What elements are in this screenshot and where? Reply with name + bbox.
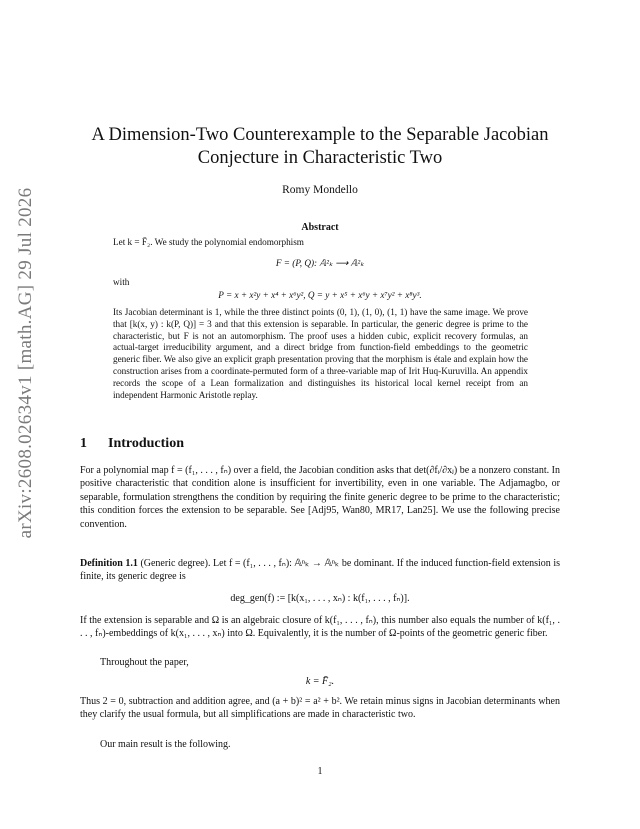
definition-name: (Generic degree).: [140, 558, 211, 569]
abstract-equation-pq: P = x + x²y + x⁴ + x⁶y², Q = y + x⁵ + x⁶y + x⁷y² + x⁸y³.: [218, 290, 422, 300]
title-line-1: A Dimension-Two Counterexample to the Separable Jacobian: [91, 125, 549, 145]
abstract-equation-map: F = (P, Q): 𝔸²ₖ ⟶ 𝔸²ₖ: [275, 258, 365, 268]
abstract-intro: Let k = F̄₂. We study the polynomial endomorphism: [113, 237, 304, 247]
section-number: 1: [80, 436, 87, 451]
abstract-with: with: [113, 277, 130, 287]
paragraph-4: Thus 2 = 0, subtraction and addition agree, and (a + b)² = a² + b². We retain minus signs in Jacobian determinants when they clarify the usual formula, but all simplifications are made in characteristic two.: [80, 696, 560, 721]
definition-block: [80, 557, 560, 584]
paper-title: [80, 124, 560, 170]
title-line-2: Conjecture in Characteristic Two: [197, 148, 443, 168]
definition-label: Definition 1.1: [80, 558, 138, 569]
section-title: Introduction: [108, 436, 184, 451]
equation-k: k = F̄₂.: [305, 676, 335, 687]
paragraph-3: Throughout the paper,: [100, 657, 189, 668]
abstract-body: Its Jacobian determinant is 1, while the three distinct points (0, 1), (1, 0), (1, 1) have the same image. We prove that [k(x, y) : k(P, Q)] = 3 and that this extension is separable. In particular, the generic degree is prime to the characteristic, but F is not an automorphism. The proof uses a hidden cubic, explicit recovery formulas, an actual-target irreducibility argument, and a direct bridge from function-field embeddings to the geometric generic fiber. We also give an explicit graph presentation proving that the morphism is étale and explain how the construction arises from a coordinate-permuted form of a three-variable map of Irit Huq-Kuruvilla. An appendix records the scope of a Lean formalization and distinguishes its historical local kernel receipt from an independent Harmonic Aristotle replay.: [113, 307, 528, 400]
abstract-heading: Abstract: [301, 222, 339, 233]
page-number: 1: [317, 766, 323, 777]
paragraph-5: Our main result is the following.: [100, 739, 231, 750]
section-heading-introduction: [80, 436, 184, 452]
intro-paragraph-1: For a polynomial map f = (f₁, . . . , fₙ) over a field, the Jacobian condition asks that det(∂fᵢ/∂xⱼ) be a nonzero constant. In positive characteristic that condition alone is insufficient for invertibility, even in one variable. The Adjamagbo, or separable, formulation strengthens the condition by requiring the finite generic degree to be prime to the characteristic; this condition forces the extension to be separable. See [Adj95, Wan80, MR17, Lan25]. We use the following precise convention.: [80, 465, 560, 530]
author-name: Romy Mondello: [282, 184, 358, 196]
definition-text: Let f = (f₁, . . . , fₙ): 𝔸ⁿₖ → 𝔸ⁿₖ be dominant. If the induced function-field extension is finite, its generic degree is: [80, 558, 561, 583]
paragraph-2: If the extension is separable and Ω is an algebraic closure of k(f₁, . . . , fₙ), this number also equals the number of k(f₁, . . . , fₙ)-embeddings of k(x₁, . . . , xₙ) into Ω. Equivalently, it is the number of Ω-points of the geometric generic fiber.: [80, 615, 560, 640]
definition-equation: deg_gen(f) := [k(x₁, . . . , xₙ) : k(f₁, . . . , fₙ)].: [230, 593, 410, 604]
arxiv-identifier: arXiv:2608.02634v1 [math.AG] 29 Jul 2026: [15, 187, 36, 539]
